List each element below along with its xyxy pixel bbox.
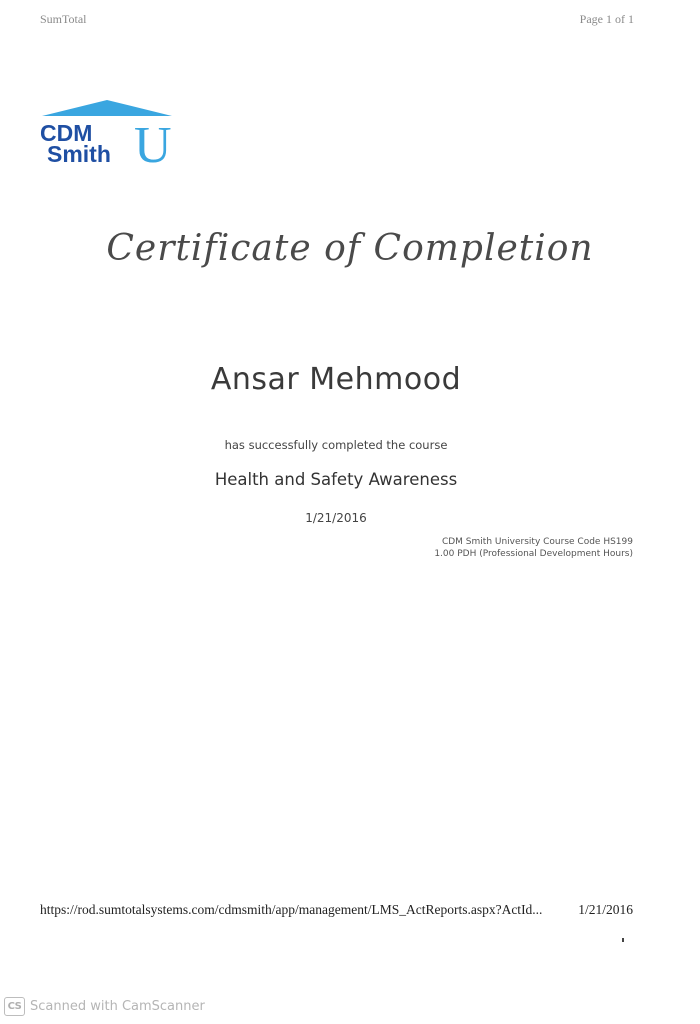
completion-date: 1/21/2016 bbox=[305, 511, 367, 525]
pdh-credits: 1.00 PDH (Professional Development Hours) bbox=[434, 549, 633, 559]
print-header-page-indicator: Page 1 of 1 bbox=[579, 12, 634, 26]
print-footer-date: 1/21/2016 bbox=[578, 902, 633, 917]
print-header-app-name: SumTotal bbox=[40, 12, 87, 26]
cdm-smith-university-logo bbox=[40, 98, 175, 168]
completion-statement: has successfully completed the course bbox=[224, 438, 448, 452]
print-footer-url: https://rod.sumtotalsystems.com/cdmsmith/app/management/LMS_ActReports.aspx?ActId... bbox=[40, 902, 543, 917]
logo-text-cdm: CDM bbox=[40, 120, 93, 146]
camscanner-watermark bbox=[4, 997, 205, 1016]
logo-roof-shape bbox=[42, 100, 172, 116]
scan-speck bbox=[622, 938, 624, 942]
camscanner-icon: CS bbox=[4, 997, 25, 1016]
logo-text-smith: Smith bbox=[47, 141, 111, 167]
logo-graphic bbox=[40, 98, 175, 168]
course-meta bbox=[434, 536, 633, 560]
course-code: CDM Smith University Course Code HS199 bbox=[441, 537, 633, 547]
recipient-name: Ansar Mehmood bbox=[210, 362, 462, 397]
camscanner-text: Scanned with CamScanner bbox=[30, 999, 205, 1014]
certificate-title: Certificate of Completion bbox=[106, 228, 594, 269]
logo-text-u: U bbox=[134, 117, 172, 168]
course-name: Health and Safety Awareness bbox=[214, 470, 458, 489]
